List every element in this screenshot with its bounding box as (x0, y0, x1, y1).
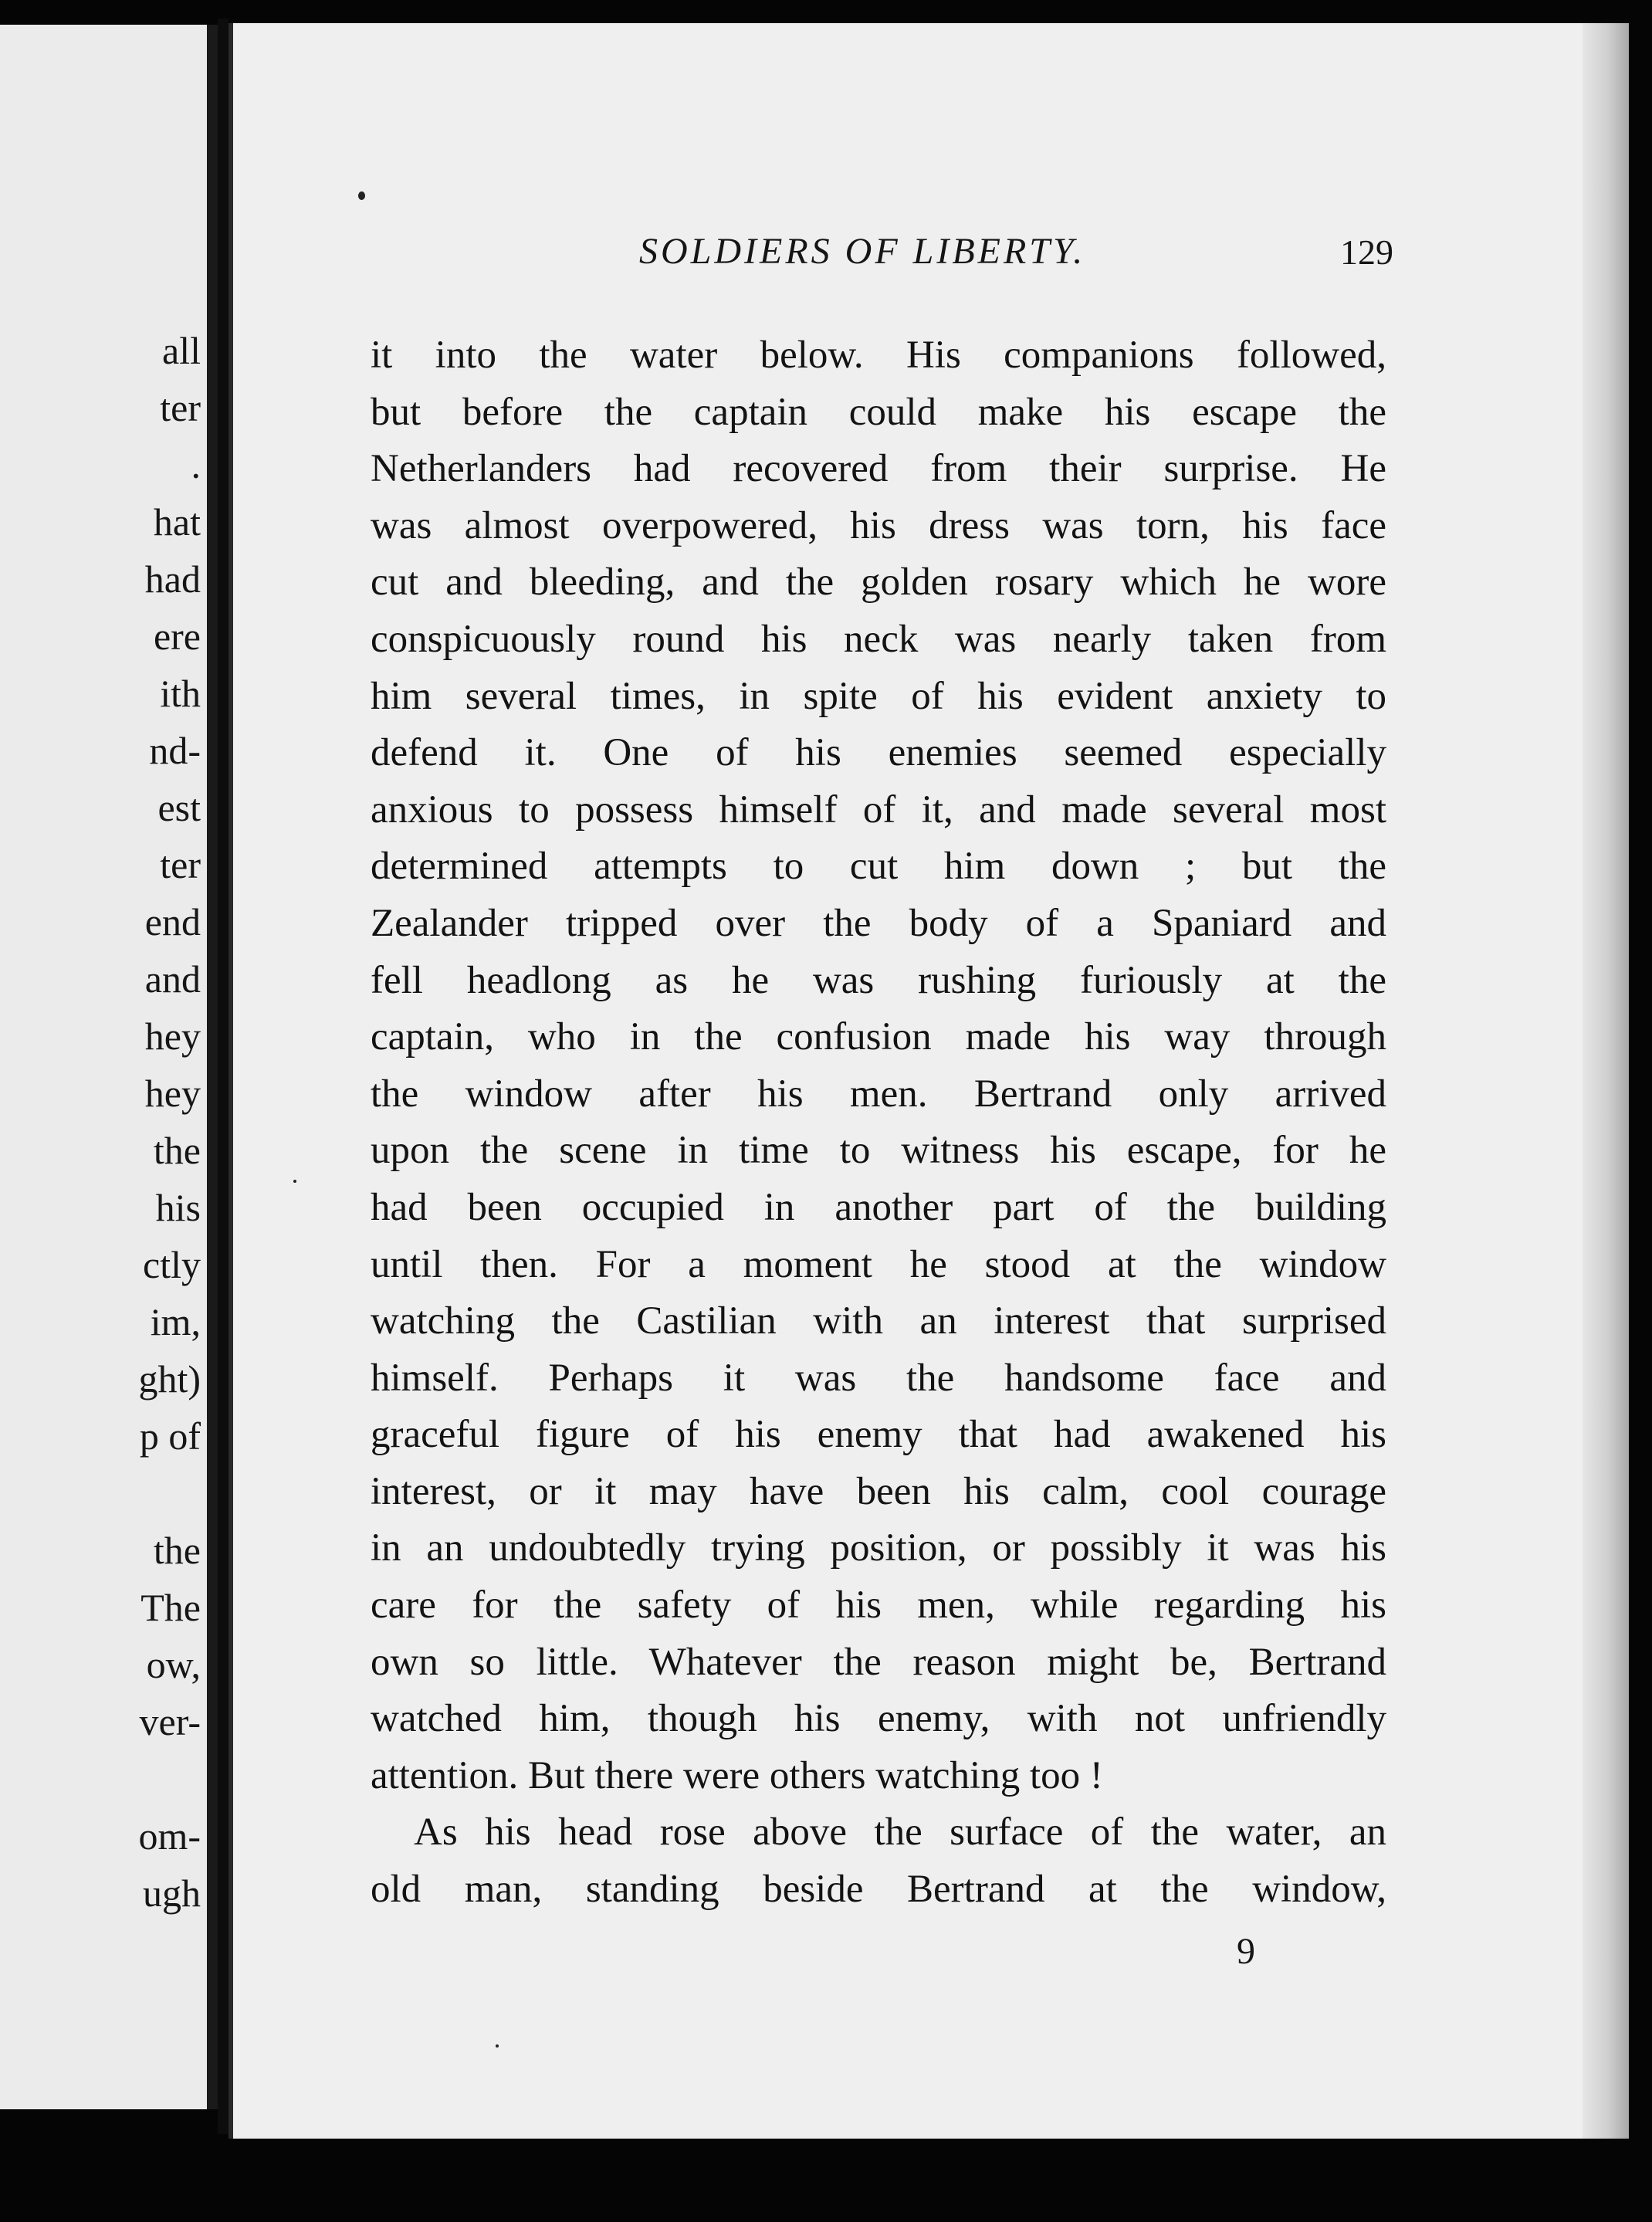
text-line: care for the safety of his men, while regarding his (371, 1584, 1386, 1628)
body-text (371, 327, 1386, 1919)
text-line: upon the scene in time to witness his escape, for he (371, 1129, 1386, 1173)
left-page-fragment: ter (160, 386, 201, 429)
left-page-fragment: his (155, 1186, 201, 1229)
text-line: in an undoubtedly trying position, or possibly it was his (371, 1526, 1386, 1570)
left-page-fragment: p of (139, 1414, 201, 1458)
text-line: determined attempts to cut him down ; but the (371, 845, 1386, 889)
text-line: him several times, in spite of his evident anxiety to (371, 674, 1386, 718)
text-line: old man, standing beside Bertrand at the window, (371, 1868, 1386, 1912)
left-page-fragment: ver- (139, 1700, 201, 1743)
running-head (233, 230, 1629, 284)
left-page-fragment: ter (160, 843, 201, 886)
text-line: watching the Castilian with an interest that surprised (371, 1299, 1386, 1343)
text-line: anxious to possess himself of it, and made several most (371, 788, 1386, 832)
text-line: it into the water below. His companions followed, (371, 334, 1386, 377)
print-speck (496, 2044, 499, 2048)
text-line: the window after his men. Bertrand only arrived (371, 1072, 1386, 1116)
text-line: As his head rose above the surface of the water, an (414, 1810, 1386, 1854)
running-title: SOLDIERS OF LIBERTY. (639, 231, 1086, 272)
print-speck (358, 191, 365, 200)
left-page-fragment: had (144, 557, 201, 601)
signature-mark: 9 (1237, 1931, 1255, 1972)
text-line: had been occupied in another part of the building (371, 1185, 1386, 1229)
left-page-fragment: ctly (143, 1243, 201, 1286)
text-line: but before the captain could make his escape the (371, 390, 1386, 434)
text-line: cut and bleeding, and the golden rosary which he wore (371, 561, 1386, 605)
text-line: defend it. One of his enemies seemed especially (371, 731, 1386, 775)
left-page-fragment: hat (153, 500, 201, 544)
text-line: fell headlong as he was rushing furiously at the (371, 958, 1386, 1002)
left-page-fragment: hey (144, 1014, 201, 1058)
text-line: captain, who in the confusion made his way through (371, 1015, 1386, 1059)
right-page (229, 23, 1629, 2139)
text-line: Netherlanders had recovered from their surprise. He (371, 447, 1386, 491)
left-page-fragment: ere (153, 615, 201, 658)
left-page-fragment: im, (150, 1300, 201, 1343)
left-page-fragment: ith (160, 672, 201, 715)
text-line: until then. For a moment he stood at the window (371, 1242, 1386, 1286)
left-page (0, 25, 218, 2109)
text-line: was almost overpowered, his dress was torn, his face (371, 503, 1386, 547)
text-line: attention. But there were others watching too ! (371, 1753, 1103, 1797)
left-page-fragment: nd- (149, 729, 201, 772)
text-line: watched him, though his enemy, with not unfriendly (371, 1697, 1386, 1741)
left-page-fragment: ugh (143, 1871, 201, 1915)
page-edge (1583, 23, 1629, 2139)
text-line: graceful figure of his enemy that had awakened his (371, 1413, 1386, 1457)
text-line: interest, or it may have been his calm, cool courage (371, 1469, 1386, 1513)
text-line: conspicuously round his neck was nearly taken from (371, 617, 1386, 661)
left-page-fragment: . (191, 443, 201, 486)
left-page-fragment: end (144, 900, 201, 943)
page-number: 129 (1340, 232, 1393, 272)
print-speck (293, 1180, 296, 1183)
left-page-fragment: the (153, 1529, 201, 1572)
text-line: own so little. Whatever the reason might be, Bertrand (371, 1640, 1386, 1684)
text-line: himself. Perhaps it was the handsome face and (371, 1356, 1386, 1400)
left-page-fragment: om- (138, 1814, 201, 1858)
left-page-fragment: hey (144, 1072, 201, 1115)
text-line: Zealander tripped over the body of a Spaniard and (371, 901, 1386, 945)
left-page-fragment: all (162, 329, 201, 372)
left-page-fragment: ow, (146, 1643, 201, 1686)
left-page-fragment: est (157, 786, 201, 829)
left-page-fragment: ght) (138, 1357, 201, 1401)
book-gutter (218, 19, 229, 2134)
left-page-fragment: the (153, 1129, 201, 1172)
left-page-fragment: The (140, 1586, 201, 1629)
left-page-fragment: and (144, 957, 201, 1001)
